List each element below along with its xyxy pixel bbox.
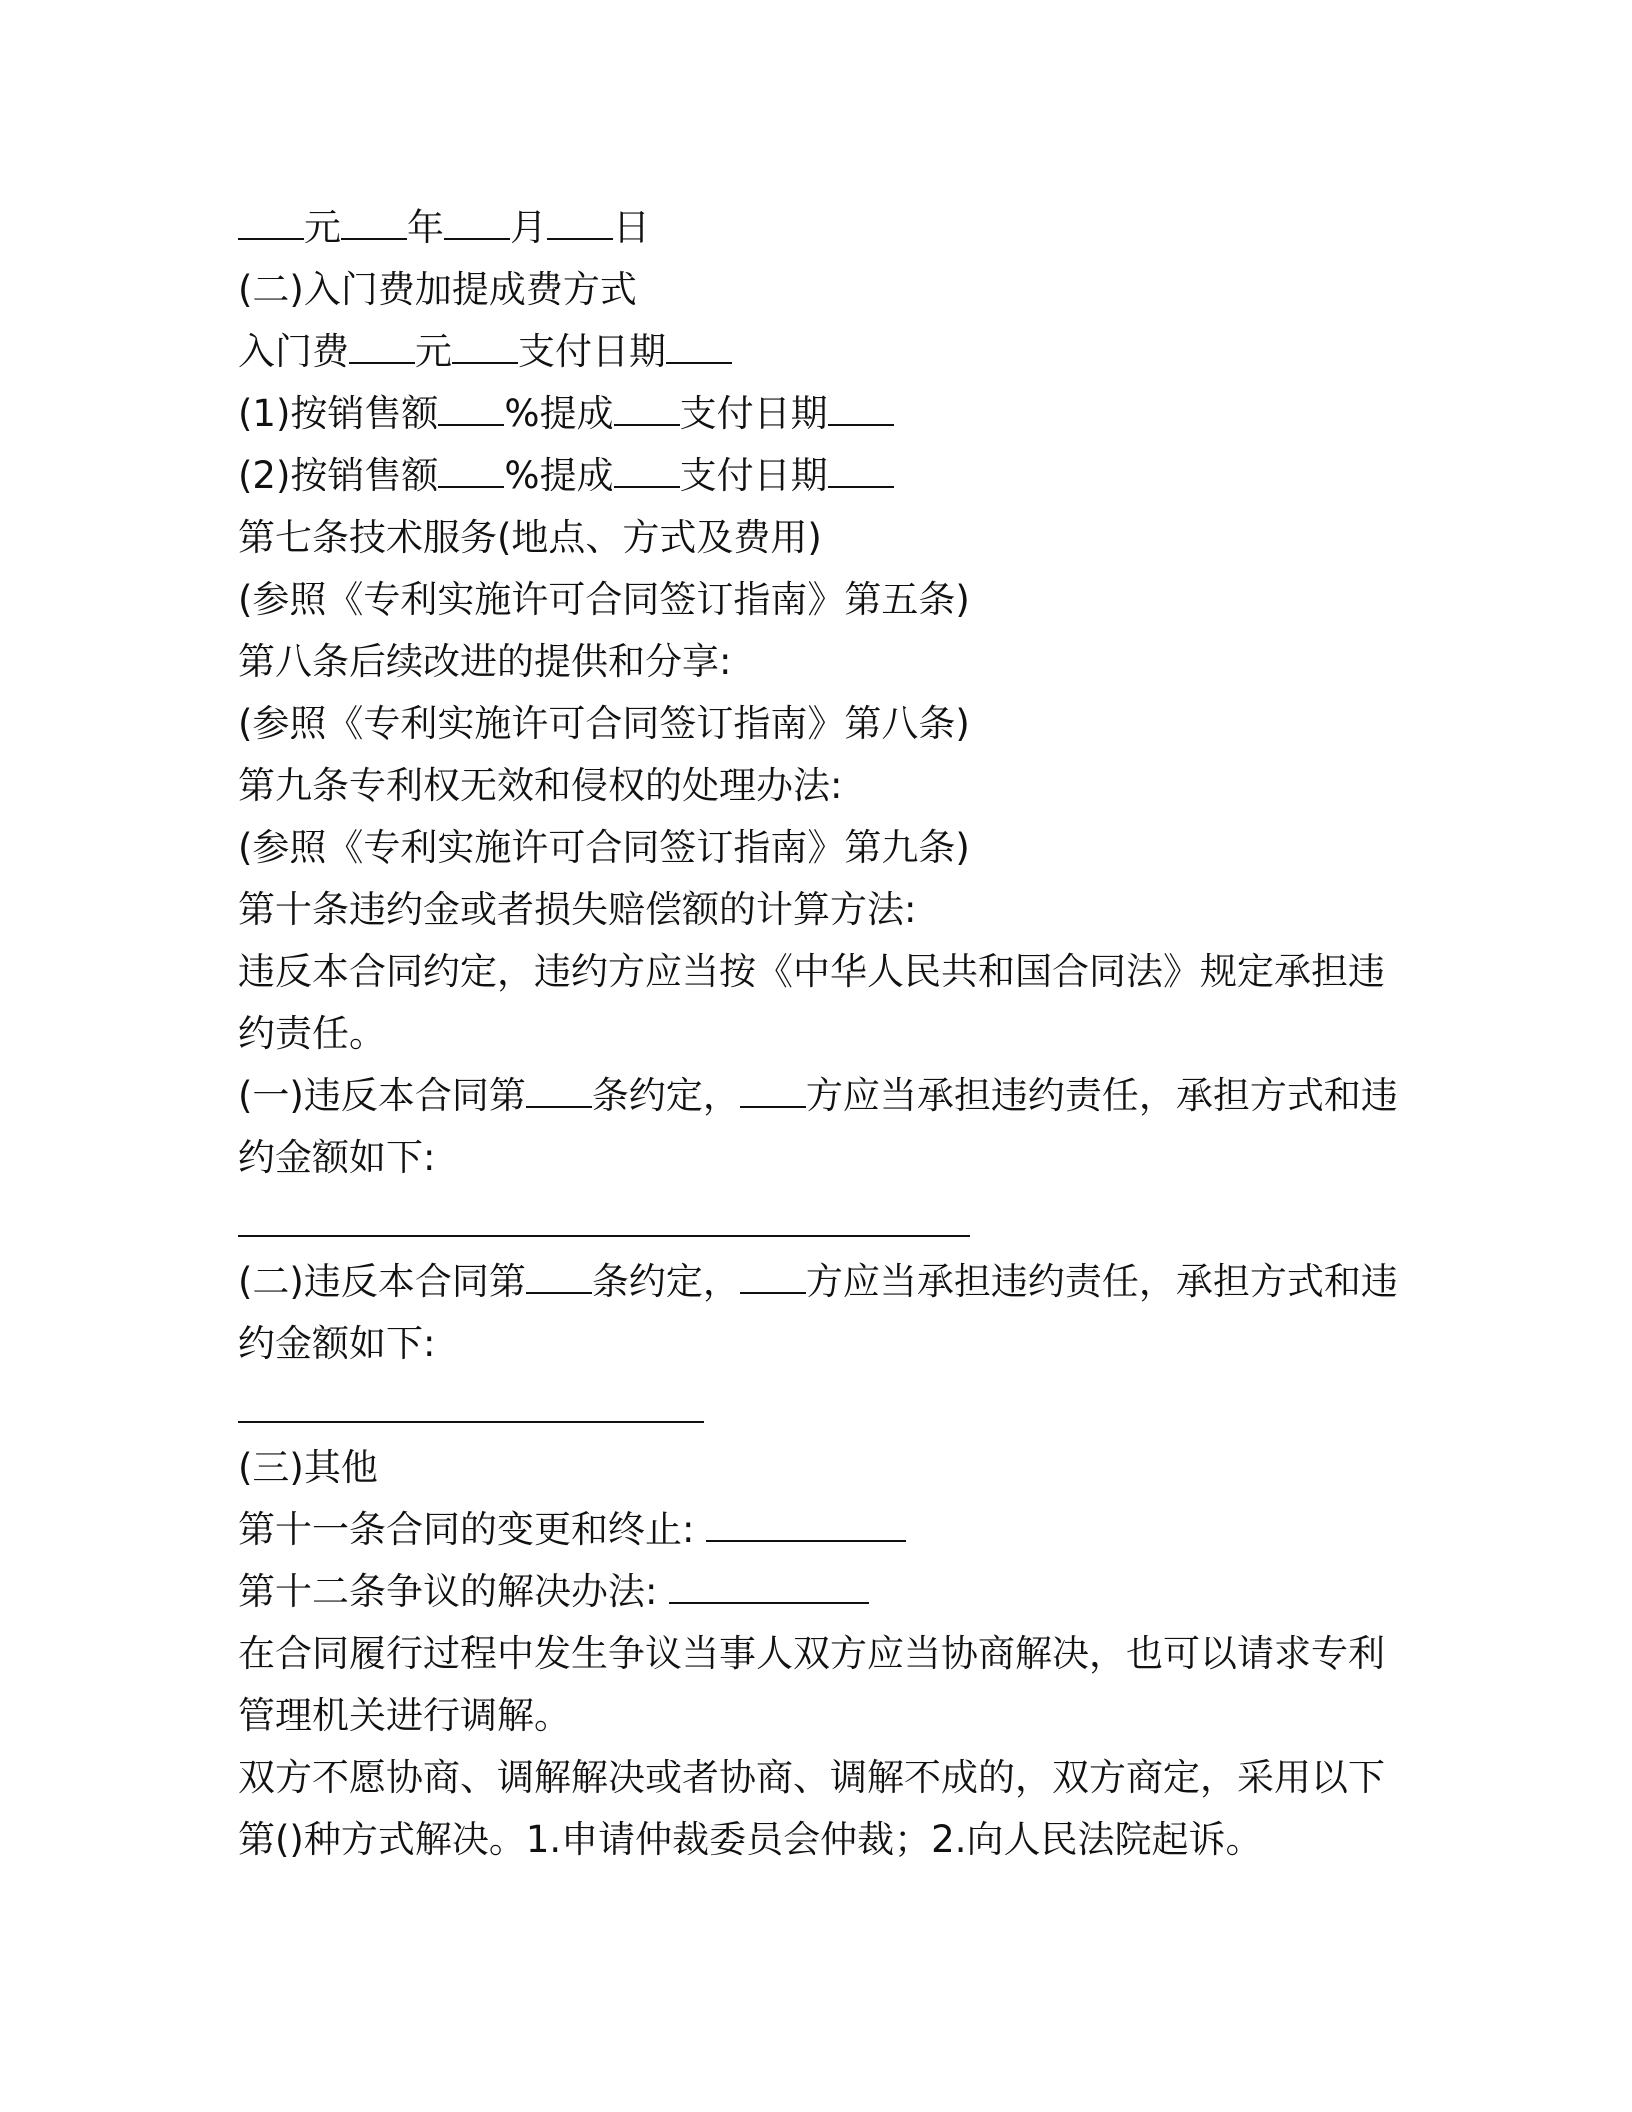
breach-clause-text: 方应当承担违约责任，承担方式和违约金额如下: [238,1260,1398,1365]
royalty-label: (1)按销售额 [238,392,439,435]
blank-field[interactable] [669,1565,869,1604]
blank-field[interactable] [238,201,304,240]
blank-field[interactable] [666,325,732,364]
date-yuan-label: 元 [304,206,341,249]
blank-field[interactable] [349,325,415,364]
blank-field[interactable] [444,201,510,240]
date-day-label: 日 [613,206,650,249]
blank-field[interactable] [452,325,518,364]
royalty-line-2 [238,445,1398,507]
breach-clause-text: (一)违反本合同第 [238,1074,526,1117]
dispute-paragraph: 在合同履行过程中发生争议当事人双方应当协商解决，也可以请求专利管理机关进行调解。 [238,1632,1385,1737]
article-12 [238,1561,1398,1623]
percent-label: %提成 [504,392,614,435]
breach-clause-text: 条约定， [591,1074,740,1117]
article-8-reference: (参照《专利实施许可合同签订指南》第八条) [238,702,970,745]
royalty-label: (2)按销售额 [238,454,439,497]
other-clause: (三)其他 [238,1446,378,1489]
blank-field[interactable] [526,1069,592,1108]
article-12-label: 第十二条争议的解决办法: [238,1570,658,1613]
breach-clause-text: (二)违反本合同第 [238,1260,526,1303]
breach-clause-text: 方应当承担违约责任，承担方式和违约金额如下: [238,1074,1398,1179]
article-11-label: 第十一条合同的变更和终止: [238,1508,695,1551]
article-7: 第七条技术服务(地点、方式及费用) [238,516,822,559]
blank-field[interactable] [547,201,613,240]
yuan-label: 元 [415,330,452,373]
payment-date-label: 支付日期 [679,454,828,497]
article-8: 第八条后续改进的提供和分享: [238,640,732,683]
article-7-reference: (参照《专利实施许可合同签订指南》第五条) [238,578,970,621]
fill-in-line[interactable] [238,1189,1398,1251]
article-11 [238,1499,1398,1561]
blank-field[interactable] [438,387,504,426]
date-line [238,197,1398,259]
payment-date-label: 支付日期 [679,392,828,435]
percent-label: %提成 [504,454,614,497]
blank-field[interactable] [438,449,504,488]
blank-field[interactable] [706,1503,906,1542]
blank-field[interactable] [740,1069,806,1108]
breach-clause-1 [238,1065,1398,1189]
date-year-label: 年 [407,206,444,249]
article-10: 第十条违约金或者损失赔偿额的计算方法: [238,888,917,931]
blank-field[interactable] [828,387,894,426]
blank-field[interactable] [740,1255,806,1294]
breach-clause-2 [238,1251,1398,1375]
article-9: 第九条专利权无效和侵权的处理办法: [238,764,843,807]
blank-field[interactable] [526,1255,592,1294]
blank-field[interactable] [614,387,680,426]
document-page [238,197,1398,1871]
blank-field[interactable] [614,449,680,488]
dispute-resolution-paragraph: 双方不愿协商、调解解决或者协商、调解不成的，双方商定，采用以下第()种方式解决。1.申请仲裁委员会仲裁；2.向人民法院起诉。 [238,1756,1385,1861]
breach-clause-text: 条约定， [591,1260,740,1303]
blank-field[interactable] [828,449,894,488]
article-9-reference: (参照《专利实施许可合同签订指南》第九条) [238,826,970,869]
royalty-line-1 [238,383,1398,445]
entry-fee-line [238,321,1398,383]
date-month-label: 月 [510,206,547,249]
entry-fee-label: 入门费 [238,330,349,373]
section-heading: (二)入门费加提成费方式 [238,268,637,311]
blank-field[interactable] [341,201,407,240]
payment-date-label: 支付日期 [518,330,666,373]
liability-paragraph: 违反本合同约定，违约方应当按《中华人民共和国合同法》规定承担违约责任。 [238,950,1385,1055]
fill-in-line[interactable] [238,1375,1398,1437]
